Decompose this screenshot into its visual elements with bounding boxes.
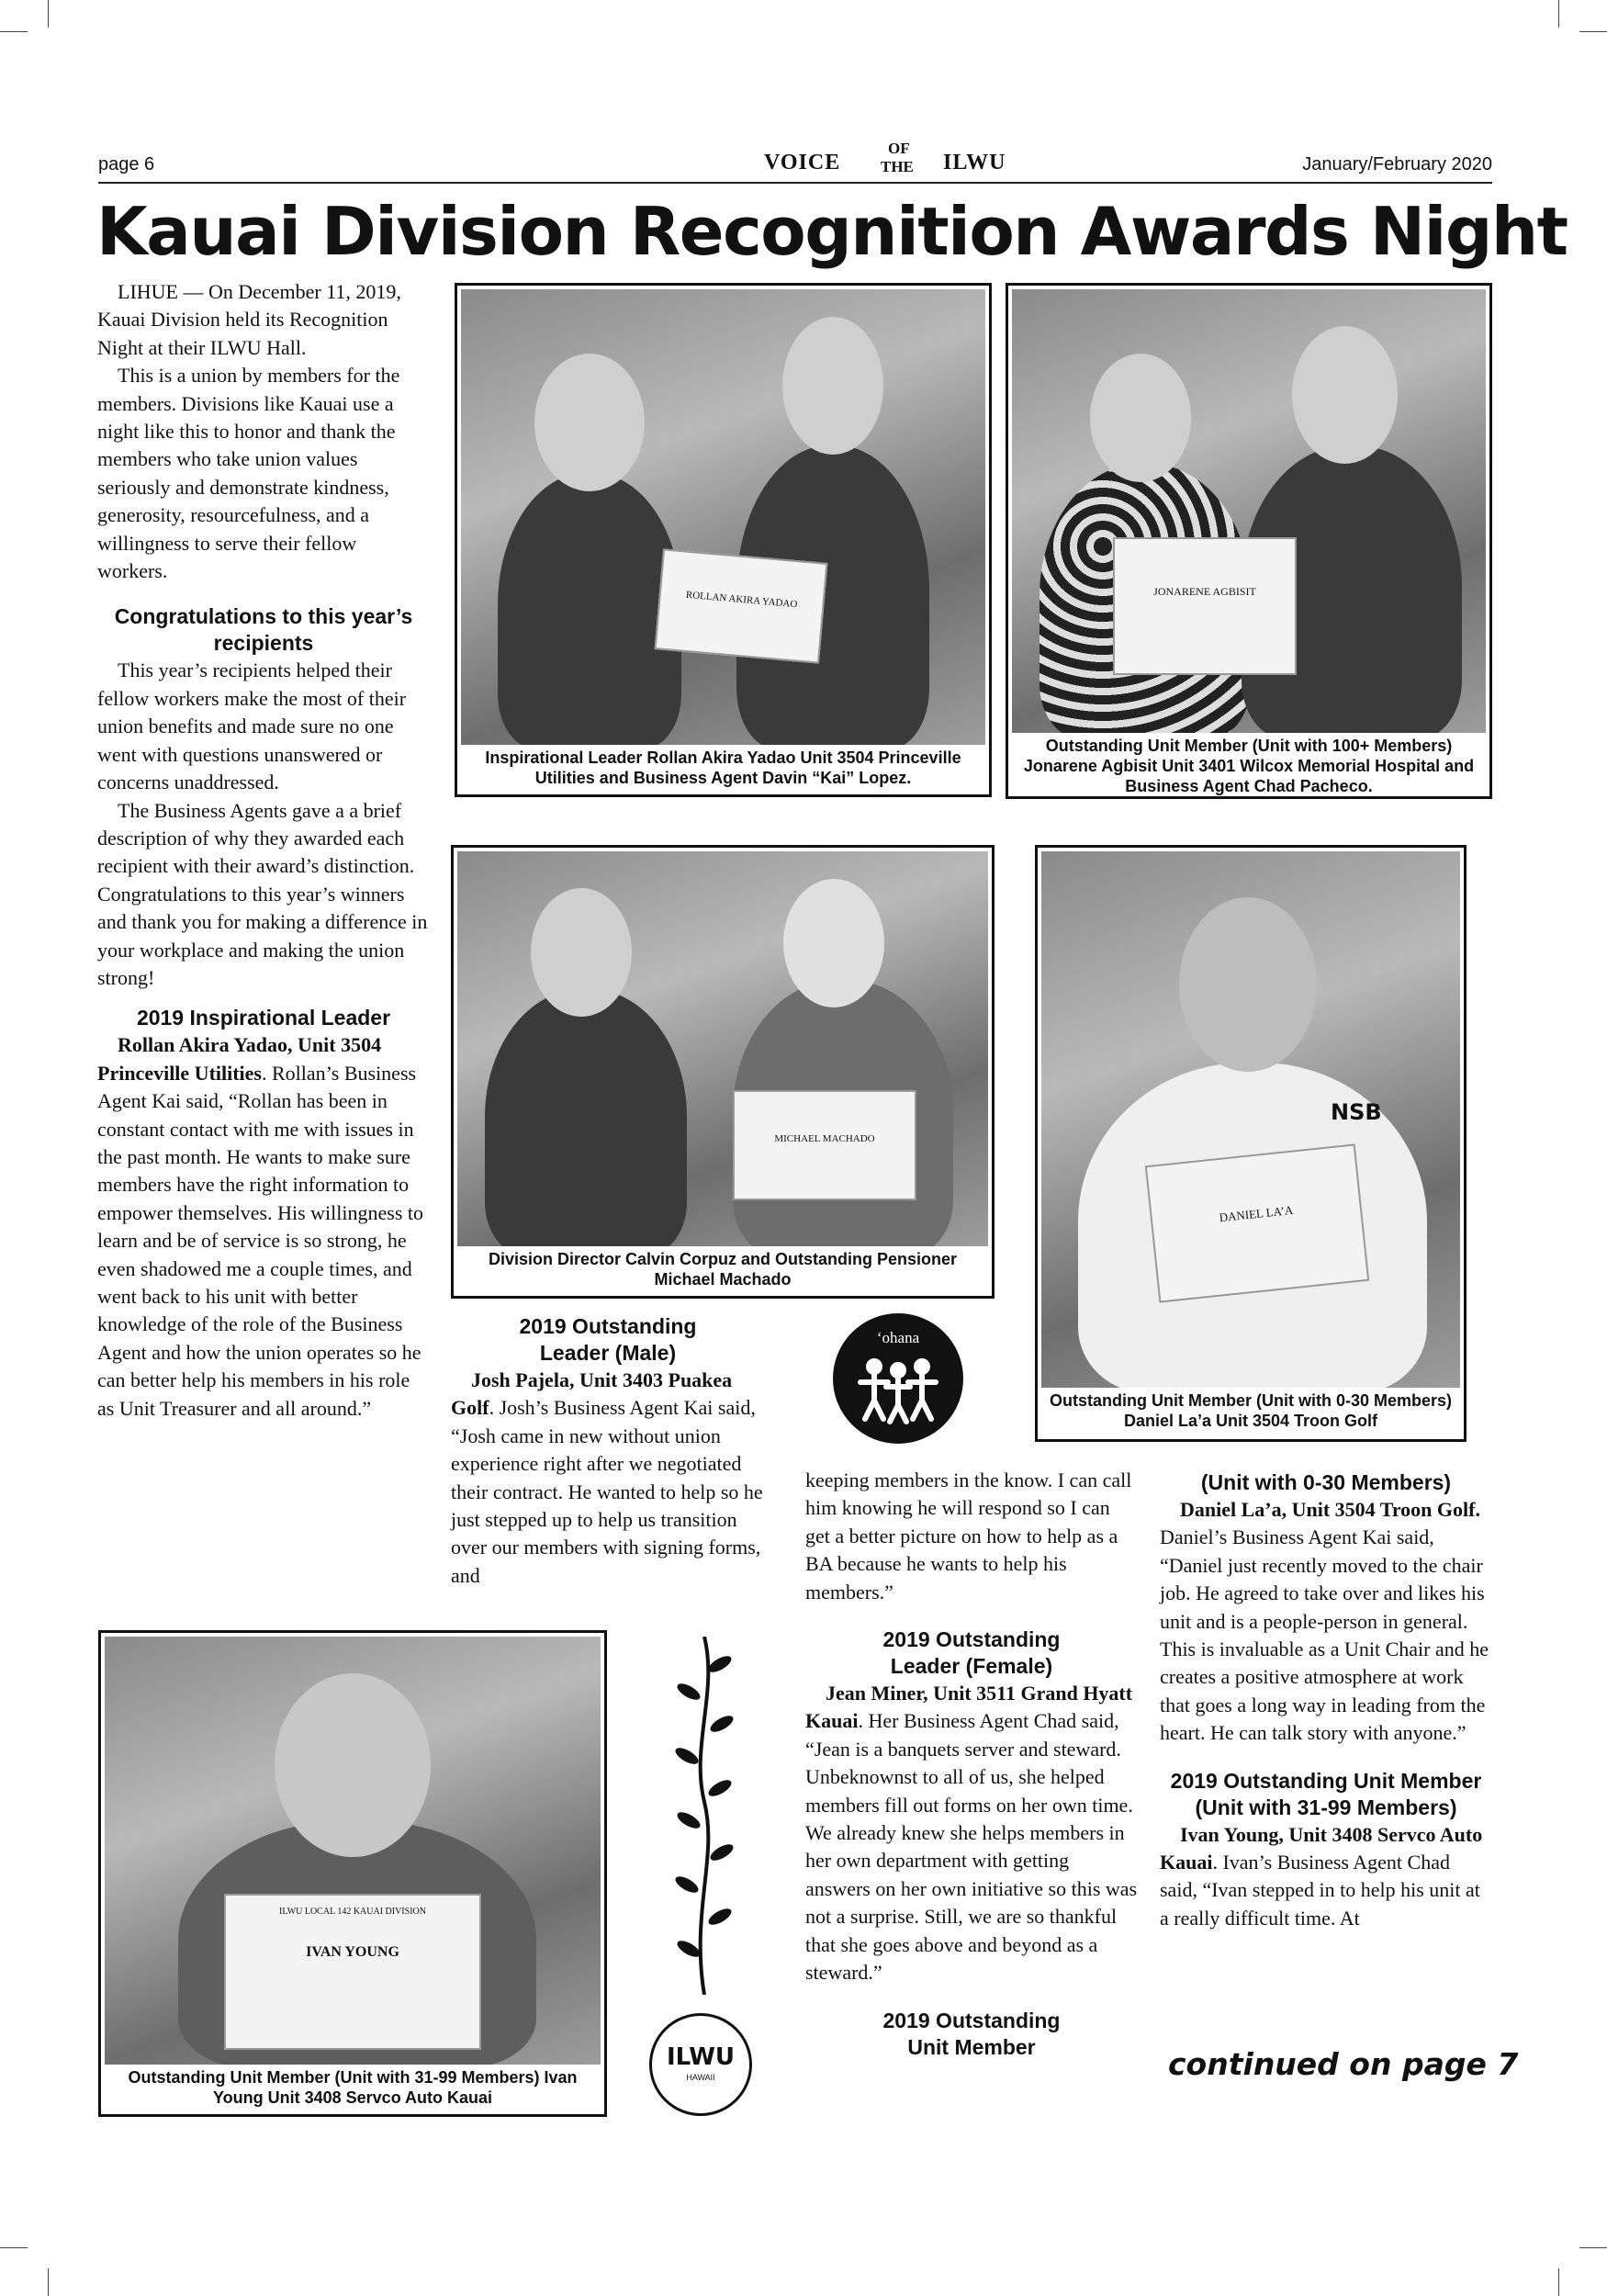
photo-jonarene	[1006, 283, 1492, 799]
ohana-logo-word: ‘ohana	[876, 1329, 920, 1346]
person-head	[1179, 897, 1317, 1072]
masthead	[668, 140, 1006, 182]
crop-mark	[0, 2247, 28, 2248]
photo-rollan-image	[461, 289, 985, 745]
certificate-name: IVAN YOUNG	[306, 1944, 399, 1960]
intro-paragraph-2: This is a union by members for the members. Divisions like Kauai use a night like this to honor and thank the members who take union values seriously and demonstrate kindness, generosity, resourcefulness, and a willingness to serve their fellow workers.	[97, 364, 400, 583]
masthead-of: OF	[888, 140, 910, 157]
crop-mark	[1579, 31, 1607, 32]
ohana-family-icon	[833, 1313, 963, 1444]
inspirational-text: . Rollan’s Business Agent Kai said, “Rollan has been in constant contact with me with issues in the past month. He wants to make sure members have the right information to empower themselves. His willingness to learn and be of service is so strong, he even shadowed me a couple times, and went back to his unit with better knowledge of the role of the Business Agent and how the union operates so he can better help his members in his role as Unit Treasurer and all around.”	[97, 1061, 424, 1420]
person-head	[782, 317, 883, 455]
unit-0-30-heading: (Unit with 0-30 Members)	[1200, 1470, 1452, 1494]
photo-daniel-image	[1041, 851, 1460, 1388]
ivan-text: . Ivan’s Business Agent Chad said, “Ivan stepped in to help his unit at a really difficult time. At	[1160, 1851, 1480, 1930]
male-leader-name: Josh Pajela, Unit 3403 Puakea Golf	[451, 1368, 733, 1420]
inspirational-name: Rollan Akira Yadao, Unit 3504 Princeville Utilities	[97, 1033, 382, 1085]
male-leader-text: . Josh’s Business Agent Kai said, “Josh came in new without union experience right after we negotiated their contract. He wanted to help so he just stepped up to help us transition over our members with signing forms, and	[451, 1396, 763, 1587]
daniel-name: Daniel La’a, Unit 3504 Troon Golf.	[1180, 1498, 1480, 1521]
male-leader-heading: 2019 Outstanding Leader (Male)	[519, 1314, 697, 1365]
daniel-paragraph	[1160, 1496, 1492, 1748]
congrats-paragraph-1: This year’s recipients helped their fellow workers make the most of their union benefits and made sure no one went with questions unanswered or concerns unaddressed.	[97, 658, 407, 794]
person-head	[783, 879, 884, 1007]
unit-member-heading: 2019 Outstanding Unit Member	[882, 2008, 1061, 2059]
congrats-paragraph-2: The Business Agents gave a a brief description of why they awarded each recipient with their award’s distinction. Congratulations to this year’s winners and thank you for making a difference in your workplace and making the union strong!	[97, 798, 428, 989]
female-leader-paragraph	[805, 1680, 1138, 1986]
article-column-3	[805, 1467, 1138, 2061]
photo-ivan	[98, 1630, 607, 2117]
photo-jonarene-caption: Outstanding Unit Member (Unit with 100+ Members) Jonarene Agbisit Unit 3401 Wilcox Memorial Hospital and Business Agent Chad Pacheco.	[1023, 737, 1475, 795]
certificate: JONARENE AGBISIT	[1113, 537, 1297, 675]
male-leader-paragraph	[451, 1367, 765, 1590]
female-leader-heading: 2019 Outstanding Leader (Female)	[882, 1627, 1061, 1679]
col3-continuation: keeping members in the know. I can call him knowing he will respond so I can get a better picture on how to help as a BA because he wants to help his members.”	[805, 1469, 1132, 1604]
crop-mark	[48, 0, 49, 28]
person-figure	[498, 473, 681, 745]
certificate	[224, 1894, 481, 2050]
female-leader-name: Jean Miner, Unit 3511 Grand Hyatt Kauai	[805, 1682, 1133, 1733]
unit-31-99-heading: 2019 Outstanding Unit Member (Unit with 31-99 Members)	[1170, 1768, 1482, 1819]
photo-daniel	[1035, 845, 1467, 1442]
vine-ornament-icon	[663, 1637, 746, 1995]
article-column-4	[1160, 1469, 1492, 1932]
person-head	[275, 1673, 431, 1857]
ivan-paragraph	[1160, 1821, 1492, 1933]
masthead-ilwu: ILWU	[943, 151, 1006, 174]
crop-mark	[48, 2268, 49, 2296]
page-header	[98, 140, 1492, 184]
certificate: ROLLAN AKIRA YADAO	[655, 548, 828, 663]
inspirational-paragraph	[97, 1031, 430, 1423]
ilwu-logo-text: ILWU	[666, 2043, 735, 2071]
photo-calvin	[451, 845, 995, 1299]
photo-jonarene-image	[1012, 289, 1486, 733]
masthead-the: THE	[881, 158, 914, 175]
page-number: page 6	[98, 154, 155, 174]
congrats-heading: Congratulations to this year’s recipients	[114, 604, 413, 656]
photo-ivan-caption: Outstanding Unit Member (Unit with 31-99 Members) Ivan Young Unit 3408 Servco Auto Kauai	[128, 2068, 578, 2107]
person-figure	[485, 989, 687, 1246]
crop-mark	[1579, 2247, 1607, 2248]
person-head	[534, 354, 645, 491]
person-head	[531, 888, 632, 1017]
issue-date: January/February 2020	[1302, 154, 1492, 174]
crop-mark	[0, 31, 28, 32]
ohana-logo	[833, 1313, 963, 1444]
crop-mark	[1558, 0, 1559, 28]
certificate: MICHAEL MACHADO	[733, 1090, 916, 1200]
article-column-1	[97, 278, 430, 1423]
photo-rollan-caption: Inspirational Leader Rollan Akira Yadao Unit 3504 Princeville Utilities and Business Agent Davin “Kai” Lopez.	[485, 748, 961, 787]
certificate: DANIEL LA’A	[1145, 1143, 1369, 1302]
person-head	[1292, 326, 1398, 464]
inspirational-heading: 2019 Inspirational Leader	[136, 1006, 391, 1030]
continued-notice: continued on page 7	[1168, 2046, 1519, 2082]
photo-calvin-caption: Division Director Calvin Corpuz and Outstanding Pensioner Michael Machado	[488, 1250, 958, 1289]
masthead-voice: VOICE	[764, 151, 841, 174]
headline: Kauai Division Recognition Awards Night	[96, 193, 1568, 270]
photo-rollan	[455, 283, 992, 797]
article-column-2	[451, 1313, 765, 1590]
photo-daniel-caption: Outstanding Unit Member (Unit with 0-30 Members) Daniel La’a Unit 3504 Troon Golf	[1049, 1391, 1453, 1430]
photo-calvin-image	[457, 851, 988, 1246]
female-leader-text: . Her Business Agent Chad said, “Jean is a banquets server and steward. Unbeknownst to all of us, she helped members fill out forms on her own time. We already knew she helps members in her own department with getting answers on her own initiative so this was not a surprise. Still, we are so thankful that she goes above and beyond as a steward.”	[805, 1709, 1138, 1985]
certificate-org: ILWU LOCAL 142 KAUAI DIVISION	[279, 1907, 426, 1917]
photo-ivan-image	[105, 1637, 601, 2065]
crop-mark	[1558, 2268, 1559, 2296]
ivan-name: Ivan Young, Unit 3408 Servco Auto Kauai	[1160, 1822, 1483, 1874]
ilwu-logo	[649, 2013, 752, 2116]
intro-paragraph-1: LIHUE — On December 11, 2019, Kauai Division held its Recognition Night at their ILWU Hall.	[97, 280, 401, 359]
daniel-text: Daniel’s Business Agent Kai said, “Daniel just recently moved to the chair job. He agreed to take over and likes his unit and is a people-person in general. This is invaluable as a Unit Chair and he creates a positive atmosphere at work that goes a long way in leading from the heart. He can talk story with anyone.”	[1160, 1525, 1489, 1745]
person-head	[1090, 354, 1191, 482]
ilwu-logo-sub: HAWAII	[686, 2073, 715, 2082]
shirt-logo: NSB	[1331, 1099, 1382, 1125]
